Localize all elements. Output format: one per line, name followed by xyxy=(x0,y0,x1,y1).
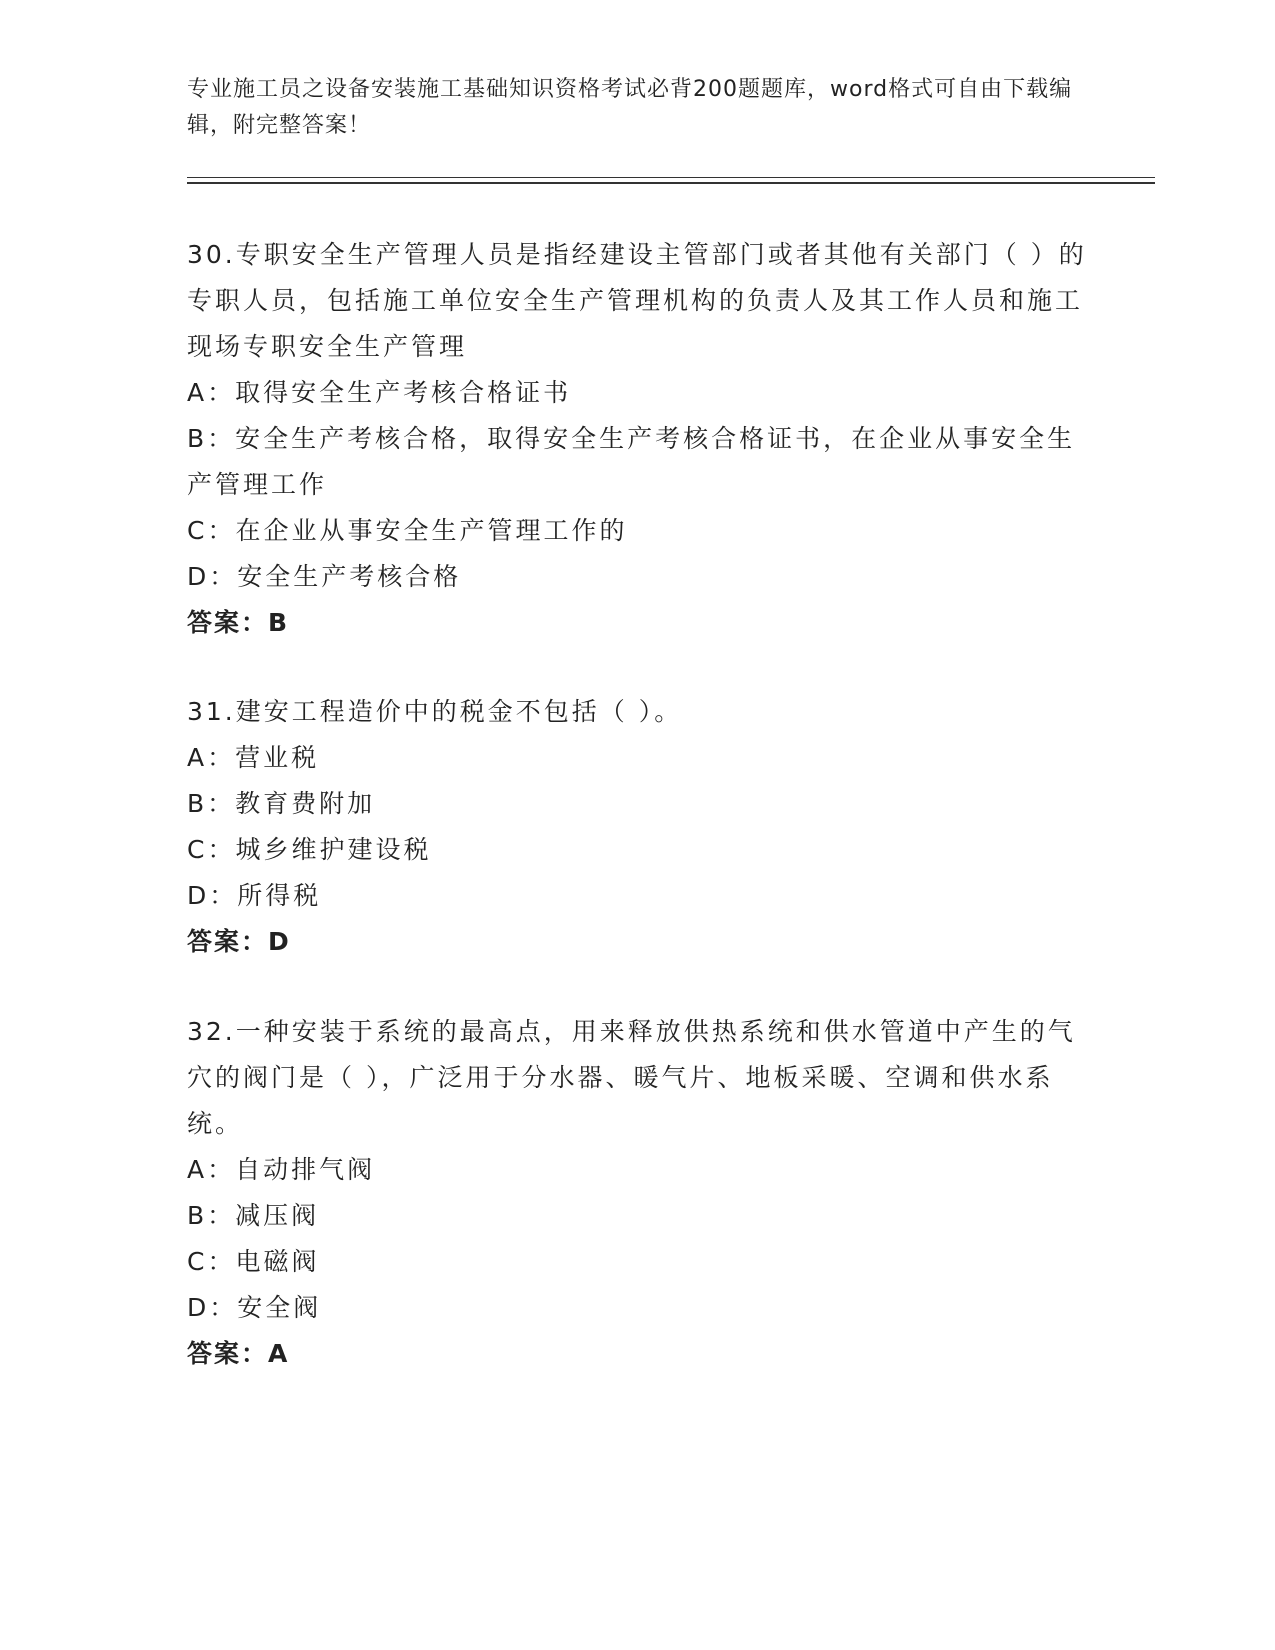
question-text xyxy=(187,1009,1087,1147)
option-d: D：安全阀 xyxy=(187,1293,322,1322)
header-divider-thick xyxy=(187,182,1155,184)
question-30 xyxy=(187,232,1087,646)
answer-label: 答案：B xyxy=(187,608,290,637)
question-31 xyxy=(187,689,1087,965)
question-number: 31. xyxy=(187,697,236,726)
question-stem: 一种安装于系统的最高点，用来释放供热系统和供水管道中产生的气穴的阀门是（ ），广泛用于分水器、暖气片、地板采暖、空调和供水系统。 xyxy=(187,1017,1076,1138)
question-text xyxy=(187,232,1087,370)
option-b: B：教育费附加 xyxy=(187,789,376,818)
question-stem: 专职安全生产管理人员是指经建设主管部门或者其他有关部门（ ）的专职人员，包括施工单位安全生产管理机构的负责人及其工作人员和施工现场专职安全生产管理 xyxy=(187,240,1087,361)
option-b: B：减压阀 xyxy=(187,1201,320,1230)
question-stem: 建安工程造价中的税金不包括（ ）。 xyxy=(235,697,683,726)
document-header: 专业施工员之设备安装施工基础知识资格考试必背200题题库，word格式可自由下载编辑，附完整答案！ xyxy=(187,77,1073,138)
question-number: 32. xyxy=(187,1017,236,1046)
option-a: A：自动排气阀 xyxy=(187,1155,376,1184)
answer-label: 答案：A xyxy=(187,1339,290,1368)
question-32 xyxy=(187,1009,1087,1377)
option-b: B：安全生产考核合格，取得安全生产考核合格证书，在企业从事安全生产管理工作 xyxy=(187,424,1076,499)
option-a: A：营业税 xyxy=(187,743,320,772)
option-c: C：城乡维护建设税 xyxy=(187,835,432,864)
option-d: D：安全生产考核合格 xyxy=(187,562,462,591)
option-c: C：电磁阀 xyxy=(187,1247,320,1276)
header-divider-thin xyxy=(187,177,1155,178)
question-number: 30. xyxy=(187,240,236,269)
option-c: C：在企业从事安全生产管理工作的 xyxy=(187,516,628,545)
answer-label: 答案：D xyxy=(187,927,291,956)
option-d: D：所得税 xyxy=(187,881,322,910)
question-text xyxy=(187,689,1087,735)
option-a: A：取得安全生产考核合格证书 xyxy=(187,378,572,407)
